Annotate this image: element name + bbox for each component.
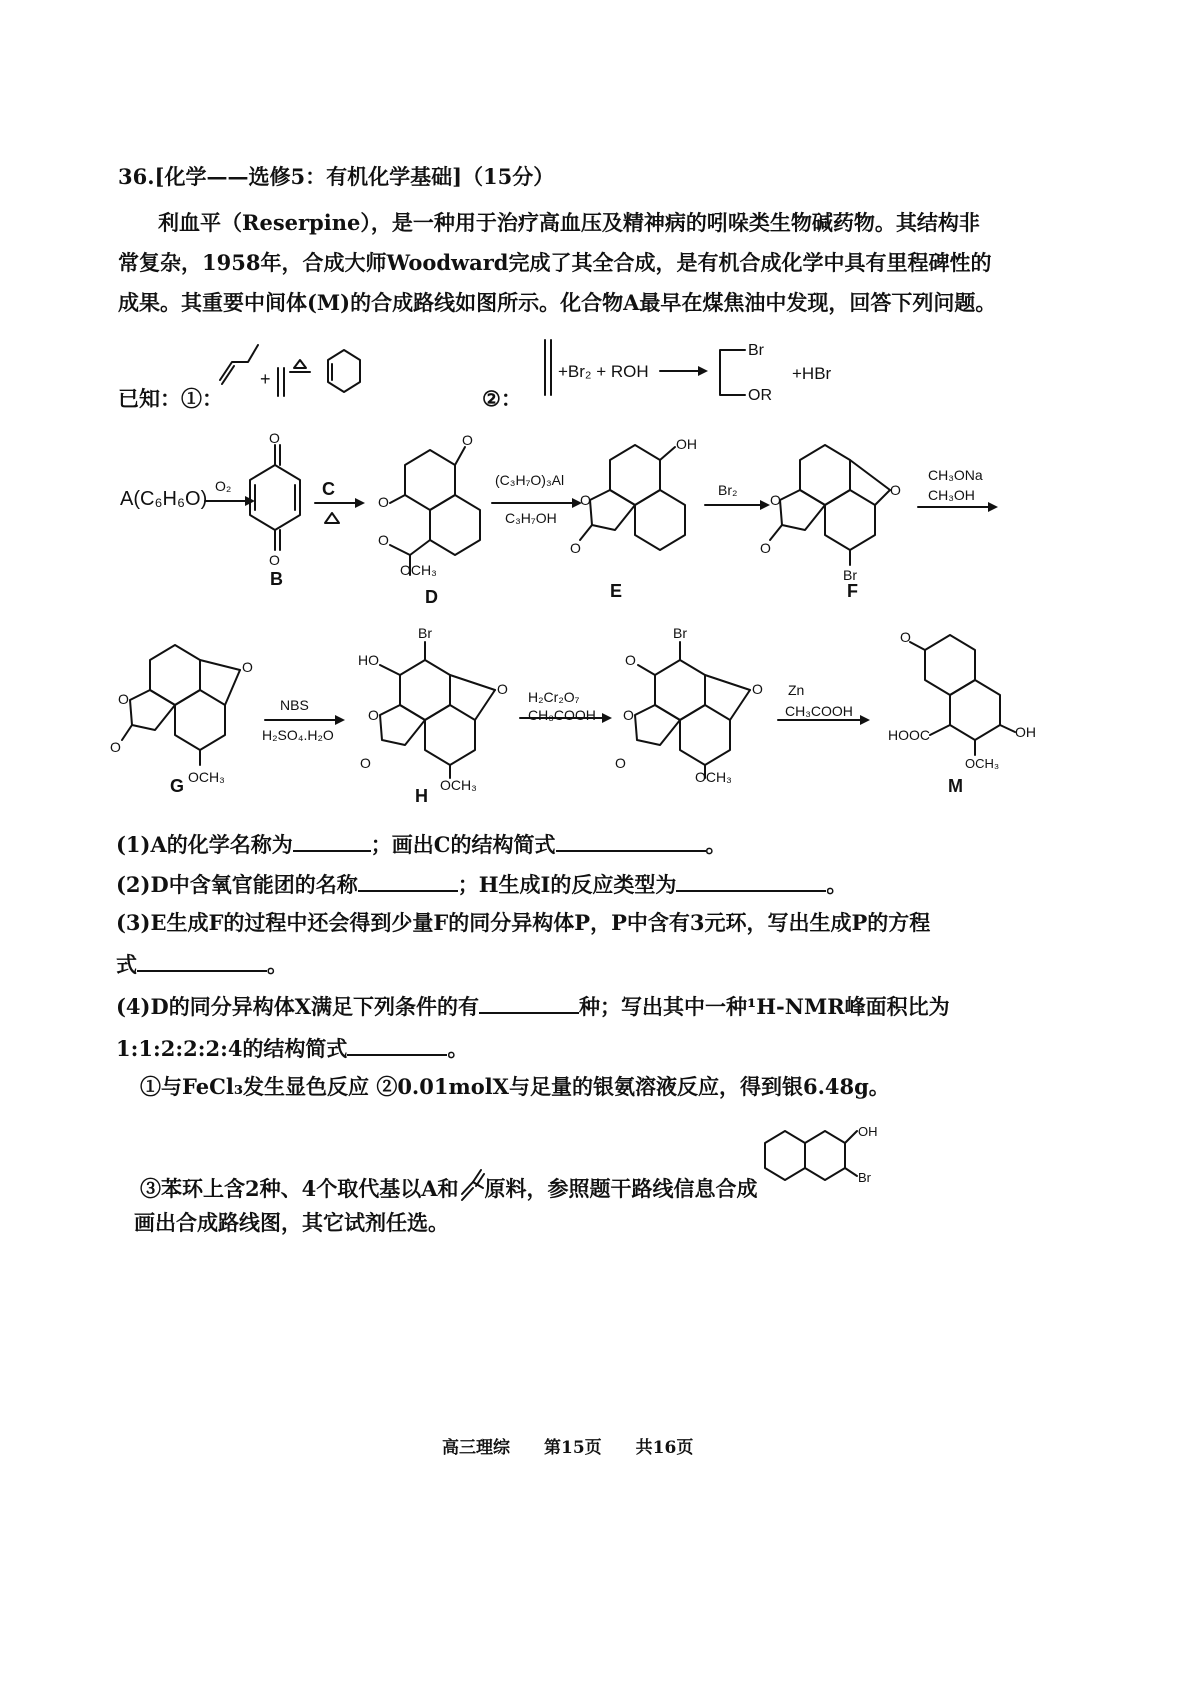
svg-text:Br: Br [843, 567, 857, 583]
svg-text:OCH₃: OCH₃ [695, 769, 732, 785]
target-structure [760, 1118, 900, 1198]
svg-text:(C₃H₇O)₃Al: (C₃H₇O)₃Al [495, 472, 565, 488]
compound-e-structure [570, 436, 697, 556]
compound-m-structure [888, 629, 1036, 771]
svg-text:O: O [242, 659, 253, 675]
svg-text:HOOC: HOOC [888, 727, 930, 743]
label-m: M [948, 776, 963, 796]
scheme-row-1 [110, 425, 1110, 625]
svg-text:O: O [497, 681, 508, 697]
label-g: G [170, 776, 185, 796]
question-3: (3)E生成F的过程中还会得到少量F的同分异构体P，P中含有3元环，写出生成P的方程 [116, 910, 931, 935]
svg-text:OCH₃: OCH₃ [188, 769, 225, 785]
svg-text:C: C [322, 479, 335, 499]
answer-blank-1a[interactable] [293, 832, 371, 852]
scheme-row-2 [110, 620, 1110, 810]
answer-blank-2b[interactable] [676, 872, 826, 892]
svg-text:O: O [770, 492, 781, 508]
svg-text:O: O [625, 652, 636, 668]
svg-text:O: O [118, 691, 129, 707]
known-reaction-1 [210, 340, 370, 420]
compound-b-structure [250, 430, 300, 568]
svg-text:O: O [360, 755, 371, 771]
svg-text:H₂SO₄.H₂O: H₂SO₄.H₂O [262, 727, 334, 743]
svg-text:HO: HO [358, 652, 379, 668]
question-1: (1)A的化学名称为 ；画出C的结构简式 。 [116, 832, 727, 857]
svg-text:OR: OR [748, 387, 772, 404]
label-d: D [425, 587, 438, 607]
svg-text:O: O [752, 681, 763, 697]
label-h: H [415, 786, 428, 806]
svg-text:OCH₃: OCH₃ [965, 756, 1000, 771]
svg-text:O: O [110, 739, 121, 755]
svg-text:O: O [890, 482, 901, 498]
answer-blank-4b[interactable] [347, 1036, 447, 1056]
svg-text:NBS: NBS [280, 697, 309, 713]
answer-blank-2a[interactable] [358, 872, 458, 892]
plus-sign: + [260, 369, 271, 389]
intro-line-2: 常复杂，1958年，合成大师Woodward完成了其全合成，是有机合成化学中具有里程碑性的 [118, 250, 992, 275]
svg-text:OH: OH [858, 1124, 878, 1139]
propene-structure [459, 1166, 485, 1206]
question-4: (4)D的同分异构体X满足下列条件的有 种；写出其中一种¹H-NMR峰面积比为 [116, 994, 950, 1019]
svg-text:C₃H₇OH: C₃H₇OH [505, 510, 557, 526]
question-2: (2)D中含氧官能团的名称 ；H生成I的反应类型为 。 [116, 872, 848, 897]
svg-text:OCH₃: OCH₃ [400, 562, 437, 578]
svg-text:+Br₂ + ROH: +Br₂ + ROH [558, 362, 649, 381]
svg-text:Br₂: Br₂ [718, 482, 738, 498]
answer-blank-4a[interactable] [479, 994, 579, 1014]
compound-a: A(C₆H₆O) [120, 488, 208, 510]
known-reaction-2 [540, 335, 870, 415]
svg-text:O: O [269, 430, 280, 446]
answer-blank-3[interactable] [137, 952, 267, 972]
svg-text:O: O [760, 540, 771, 556]
svg-text:O: O [623, 707, 634, 723]
svg-text:O: O [462, 432, 473, 448]
svg-text:CH₃COOH: CH₃COOH [785, 703, 853, 719]
intro-line-3: 成果。其重要中间体(M)的合成路线如图所示。化合物A最早在煤焦油中发现，回答下列问题。 [118, 290, 997, 315]
svg-text:+HBr: +HBr [792, 364, 832, 383]
svg-text:O: O [615, 755, 626, 771]
label-f: F [847, 581, 858, 601]
svg-text:Br: Br [418, 625, 432, 641]
svg-text:H₂Cr₂O₇: H₂Cr₂O₇ [528, 689, 580, 705]
compound-i-structure [615, 625, 763, 785]
svg-text:CH₃COOH: CH₃COOH [528, 707, 596, 723]
question-title: 36.[化学——选修5：有机化学基础]（15分） [118, 164, 555, 189]
svg-text:OCH₃: OCH₃ [440, 777, 477, 793]
svg-text:OH: OH [676, 436, 697, 452]
compound-h-structure [358, 625, 508, 793]
compound-g-structure [110, 645, 253, 785]
final-instruction: 画出合成路线图，其它试剂任选。 [134, 1210, 449, 1235]
conditions-1-2: ①与FeCl₃发生显色反应 ②0.01molX与足量的银氨溶液反应，得到银6.48g。 [140, 1074, 890, 1099]
label-b: B [270, 569, 283, 589]
question-4-cont: 1:1:2:2:2:4的结构简式 。 [116, 1036, 469, 1061]
answer-blank-1b[interactable] [556, 832, 706, 852]
svg-text:O: O [378, 532, 389, 548]
svg-text:O: O [269, 552, 280, 568]
page-footer: 高三理综 第15页 共16页 [442, 1438, 694, 1458]
svg-text:CH₃OH: CH₃OH [928, 487, 975, 503]
question-3-cont: 式 。 [116, 952, 288, 977]
svg-text:Zn: Zn [788, 682, 805, 698]
svg-text:O: O [378, 494, 389, 510]
compound-d-structure [378, 432, 480, 578]
svg-text:O: O [900, 629, 911, 645]
label-e: E [610, 581, 623, 601]
condition-3: ③苯环上含2种、4个取代基以A和 原料，参照题干路线信息合成 [140, 1166, 758, 1206]
known-label-2: ②： [482, 386, 522, 411]
svg-text:O₂: O₂ [215, 478, 232, 494]
svg-text:Br: Br [748, 342, 764, 359]
compound-f-structure [760, 445, 901, 583]
intro-line-1: 利血平（Reserpine），是一种用于治疗高血压及精神病的吲哚类生物碱药物。其结构非 [158, 210, 980, 235]
svg-text:O: O [580, 492, 591, 508]
svg-text:O: O [368, 707, 379, 723]
svg-text:Br: Br [858, 1170, 871, 1185]
svg-text:Br: Br [673, 625, 687, 641]
svg-text:O: O [570, 540, 581, 556]
known-label: 已知：①： [118, 386, 223, 411]
svg-text:CH₃ONa: CH₃ONa [928, 467, 983, 483]
svg-text:OH: OH [1015, 724, 1036, 740]
